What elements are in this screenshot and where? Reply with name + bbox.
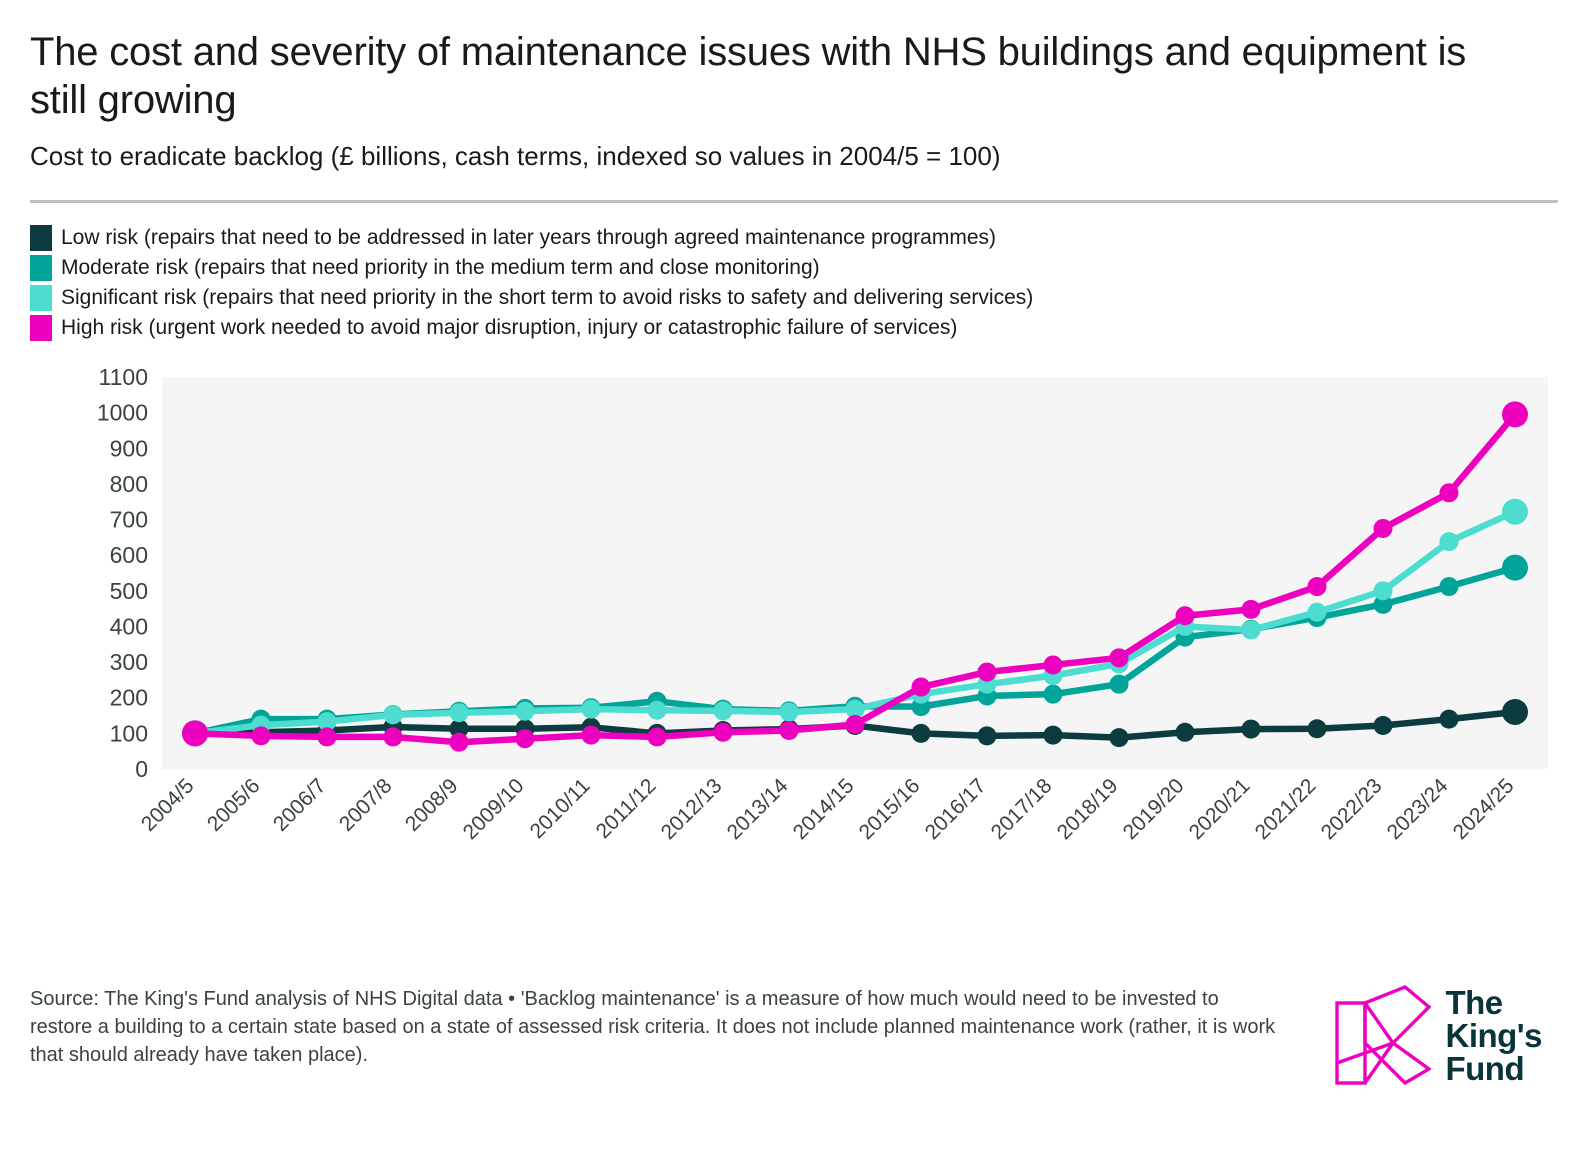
x-axis-tick-label: 2013/14 [722,774,793,845]
y-axis-tick-label: 300 [109,649,148,676]
x-axis-tick-label: 2024/25 [1448,774,1519,845]
kings-fund-logo-text [1445,983,1542,1087]
y-axis-tick-label: 100 [109,720,148,747]
data-point [978,663,997,682]
data-point [1440,532,1459,551]
data-point [648,701,667,720]
data-point [1110,728,1129,747]
data-point [384,727,403,746]
data-point [912,678,931,697]
y-axis-tick-label: 800 [109,470,148,497]
data-point [780,702,799,721]
page-title: The cost and severity of maintenance issues with NHS buildings and equipment is still growing [30,30,1467,122]
source-note: Source: The King's Fund analysis of NHS Digital data • 'Backlog maintenance' is a measure of how much would need to be invested to restore a building to a certain state based on a state of assessed risk criteria. It does not include planned maintenance work (rather, it is work that should already have taken place). [30,988,1276,1066]
logo-line-2: King's [1445,1016,1542,1054]
y-axis-tick-label: 700 [109,506,148,533]
data-point [516,702,535,721]
data-point [1502,499,1528,525]
x-axis-tick-label: 2010/11 [525,774,595,844]
data-point [912,724,931,743]
data-point [648,727,667,746]
legend-swatch-icon-high-risk [30,315,52,341]
header-divider [30,200,1558,203]
data-point [1374,581,1393,600]
data-point [780,721,799,740]
y-axis-tick-label: 500 [109,577,148,604]
legend-item-high-risk [30,313,1558,343]
legend-swatch-icon-significant-risk [30,285,52,311]
data-point [582,726,601,745]
data-point [1308,719,1327,738]
x-axis-tick-label: 2021/22 [1250,774,1321,845]
x-axis-tick-label: 2016/17 [920,774,991,845]
data-point [450,733,469,752]
legend-swatch-icon-moderate-risk [30,255,52,281]
data-point [1176,723,1195,742]
x-axis-tick-label: 2018/19 [1052,774,1123,845]
data-point [384,705,403,724]
y-axis-tick-label: 200 [109,684,148,711]
x-axis-tick-label: 2011/12 [591,774,661,844]
y-axis-tick-label: 900 [109,435,148,462]
data-point [1110,648,1129,667]
x-axis-tick-label: 2015/16 [854,774,925,845]
data-point [1308,603,1327,622]
y-axis-tick-label: 0 [135,756,148,782]
y-axis-tick-label: 600 [109,542,148,569]
x-axis-tick-label: 2014/15 [788,774,859,845]
y-axis-tick-label: 1100 [98,365,148,390]
x-axis-tick-label: 2017/18 [986,774,1057,845]
logo-line-1: The [1445,983,1503,1021]
x-axis-tick-label: 2020/21 [1184,774,1255,845]
data-point [182,720,208,746]
x-axis-tick-label: 2005/6 [202,774,265,836]
data-point [978,726,997,745]
data-point [450,703,469,722]
kings-fund-k-mark-icon [1335,985,1431,1085]
y-axis-tick-label: 1000 [96,399,148,426]
x-axis-tick-label: 2006/7 [268,774,331,836]
x-axis-tick-label: 2007/8 [334,774,397,836]
data-point [516,729,535,748]
x-axis-tick-label: 2022/23 [1316,774,1387,845]
data-point [1502,401,1528,427]
x-axis-tick-label: 2023/24 [1382,774,1453,845]
data-point [1242,621,1261,640]
legend-label-high-risk: High risk (urgent work needed to avoid major disruption, injury or catastrophic failure of services) [61,316,958,339]
data-point [846,715,865,734]
legend-label-low-risk: Low risk (repairs that need to be addressed in later years through agreed maintenance programmes) [61,226,997,249]
legend-item-moderate-risk [30,253,1558,283]
data-point [318,727,337,746]
data-point [1044,655,1063,674]
chart-legend [30,223,1558,343]
legend-label-significant-risk: Significant risk (repairs that need priority in the short term to avoid risks to safety and delivering services) [61,286,1034,309]
x-axis-tick-label: 2008/9 [400,774,463,836]
y-axis-tick-label: 400 [109,613,148,640]
x-axis-tick-label: 2019/20 [1118,774,1189,845]
page-subtitle: Cost to eradicate backlog (£ billions, cash terms, indexed so values in 2004/5 = 100) [30,141,1001,171]
data-point [1440,710,1459,729]
data-point [1176,606,1195,625]
data-point [1502,555,1528,581]
data-point [1308,577,1327,596]
chart-footer [30,985,1560,1085]
data-point [714,701,733,720]
data-point [1242,600,1261,619]
data-point [714,723,733,742]
data-point [1374,716,1393,735]
data-point [1242,720,1261,739]
x-axis-tick-label: 2012/13 [656,774,727,845]
data-point [1374,519,1393,538]
logo-line-3: Fund [1445,1049,1525,1087]
legend-item-low-risk [30,223,1558,253]
data-point [1044,685,1063,704]
data-point [1440,577,1459,596]
chart-area [30,365,1558,885]
data-point [252,726,271,745]
data-point [582,700,601,719]
data-point [1440,483,1459,502]
data-point [1502,699,1528,725]
legend-item-significant-risk [30,283,1558,313]
legend-swatch-icon-low-risk [30,225,52,251]
x-axis-tick-label: 2004/5 [136,774,199,836]
kings-fund-logo [1335,985,1542,1085]
legend-label-moderate-risk: Moderate risk (repairs that need priority in the medium term and close monitoring) [61,256,820,279]
line-chart [30,365,1558,885]
x-axis-tick-label: 2009/10 [458,774,529,845]
data-point [1044,726,1063,745]
data-point [1110,675,1129,694]
